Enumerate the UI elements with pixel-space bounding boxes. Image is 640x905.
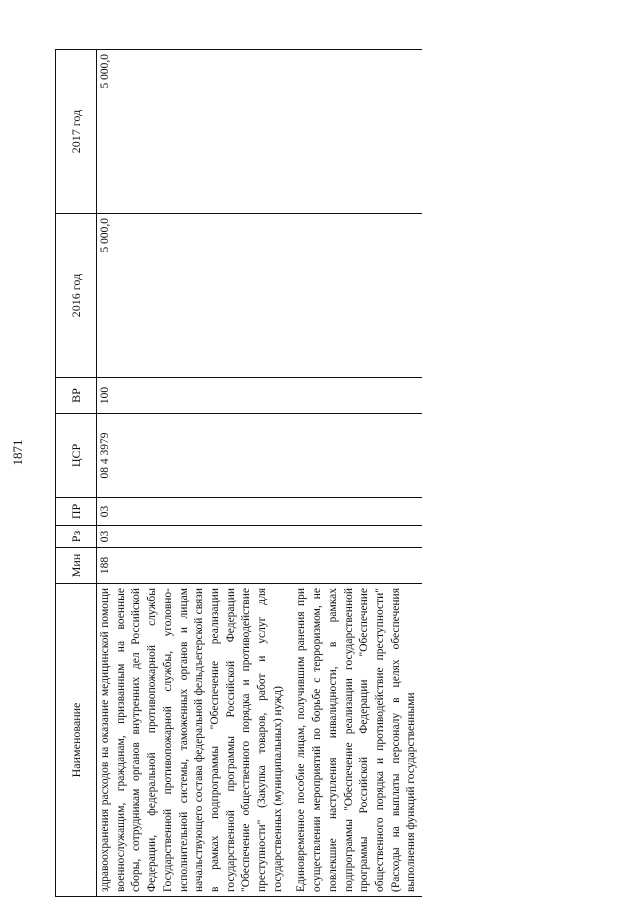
table-row: [97, 50, 289, 897]
row-min: [288, 548, 422, 584]
row-pr: [288, 498, 422, 526]
row-amount-2017: 5 000,0: [97, 50, 289, 214]
row-rz: 03: [97, 526, 289, 548]
column-header-2016: 2016 год: [56, 214, 97, 378]
column-header-csr: ЦСР: [56, 414, 97, 498]
row-amount-2016: [288, 214, 422, 378]
row-csr: [288, 414, 422, 498]
page-number: 1871: [10, 439, 25, 466]
table-row: [288, 50, 422, 897]
column-header-pr: ПР: [56, 498, 97, 526]
row-vr: [288, 378, 422, 414]
row-min: 188: [97, 548, 289, 584]
column-header-rz: Рз: [56, 526, 97, 548]
column-header-vr: ВР: [56, 378, 97, 414]
column-header-min: Мин: [56, 548, 97, 584]
row-vr: 100: [97, 378, 289, 414]
row-name: Единовременное пособие лицам, получившим ранения при осуществлении мероприятий по борьбе с терроризмом, не повлекшие наступления инвалидности, в рамках подпрограммы "Обеспечение реализации государственной программы Российской Федерации "Обеспечение общественного порядка и противодействие преступности" (Расходы на выплаты персоналу в целях обеспечения выполнения функций государственными: [288, 584, 422, 897]
budget-table: [55, 49, 422, 897]
row-pr: 03: [97, 498, 289, 526]
row-amount-2016: 5 000,0: [97, 214, 289, 378]
row-rz: [288, 526, 422, 548]
column-header-2017: 2017 год: [56, 50, 97, 214]
row-name: здравоохранения расходов на оказание медицинской помощи военнослужащим, гражданам, призванным на военные сборы, сотрудникам органов внутренних дел Российской Федерации, федеральной противопожарной службы Государственной противопожарной службы, уголовно-исполнительной системы, таможенных органов и лицам начальствующего состава федеральной фельдъегерской связи в рамках подпрограммы "Обеспечение реализации государственной программы Российской Федерации "Обеспечение общественного порядка и противодействие преступности" (Закупка товаров, работ и услуг для государственных (муниципальных) нужд): [97, 584, 289, 897]
row-amount-2017: [288, 50, 422, 214]
row-csr: 08 4 3979: [97, 414, 289, 498]
column-header-name: Наименование: [56, 584, 97, 897]
table-header-row: [56, 50, 97, 897]
